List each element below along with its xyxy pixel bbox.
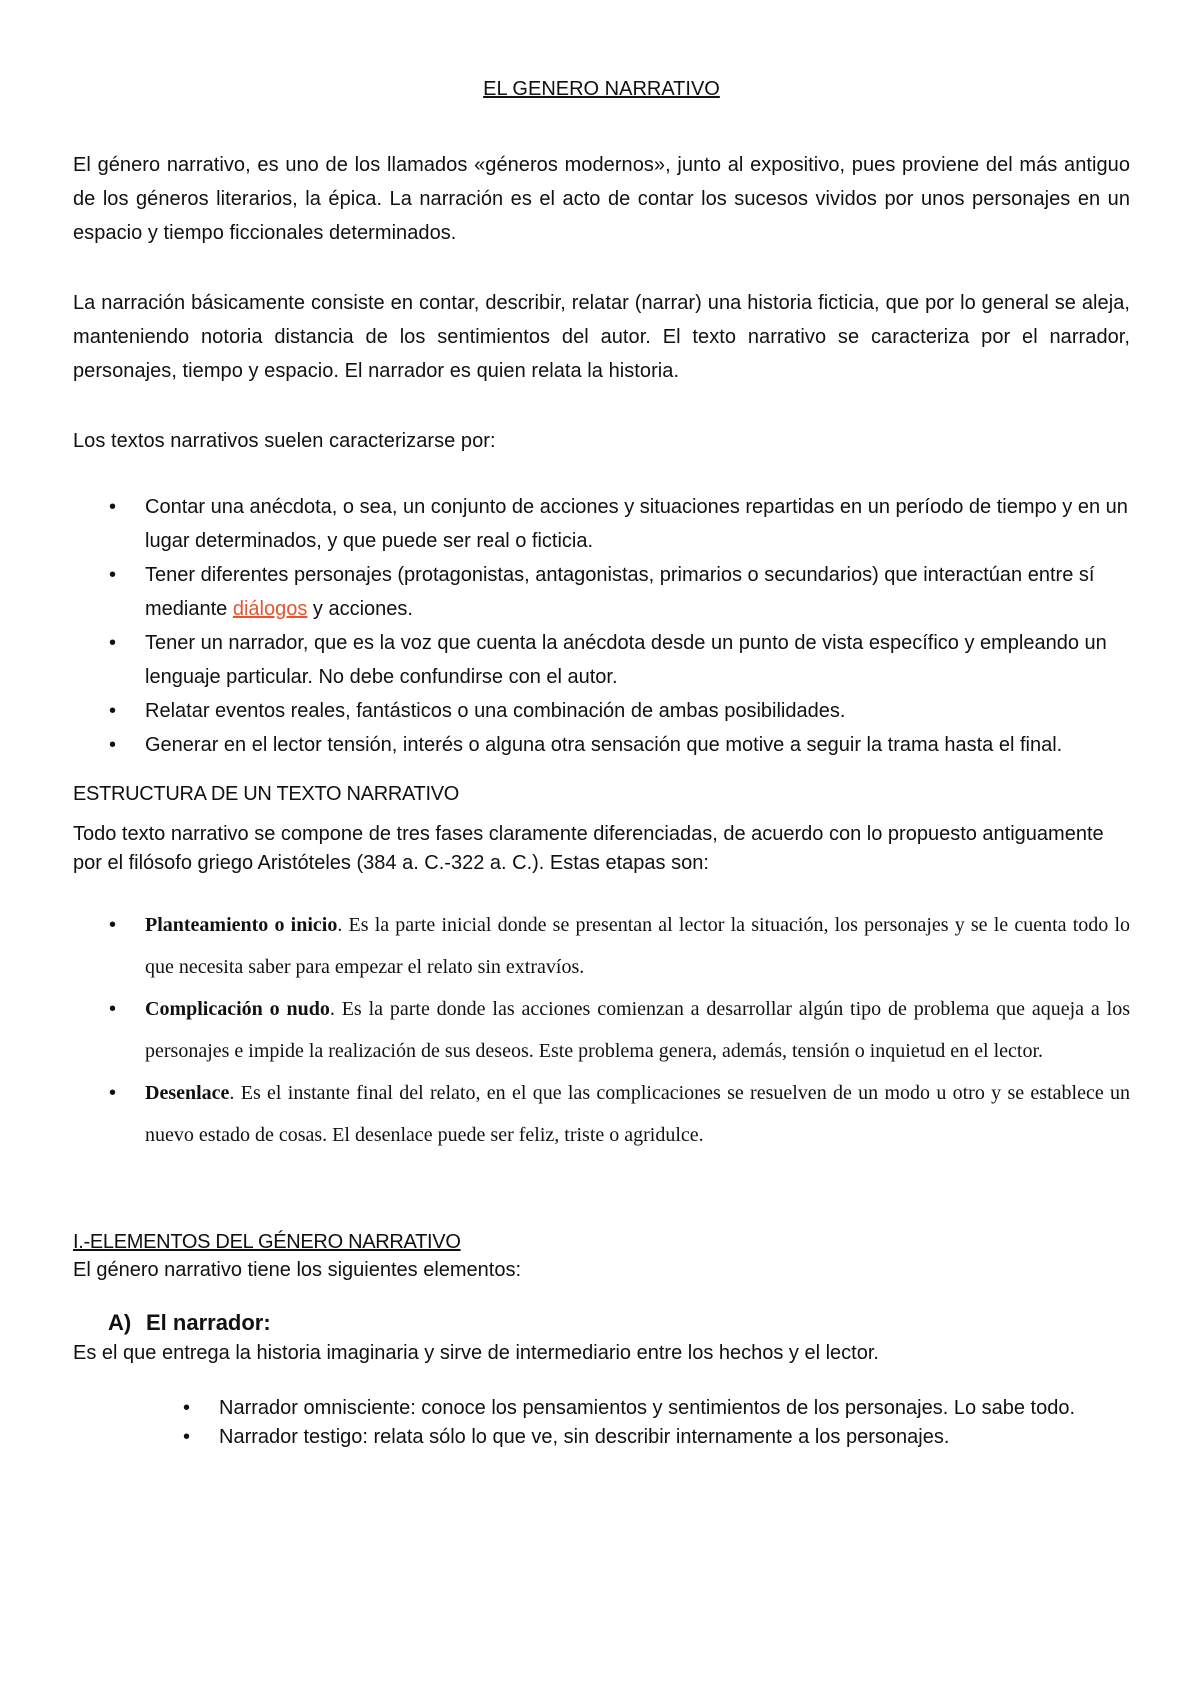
- list-item-text: Tener diferentes personajes (protagonistas, antagonistas, primarios o secundarios) que interactúan entre sí mediante: [145, 564, 1095, 620]
- subheading-title: El narrador:: [146, 1310, 271, 1335]
- structure-heading: ESTRUCTURA DE UN TEXTO NARRATIVO: [73, 783, 460, 805]
- phase-term: Planteamiento o inicio: [145, 914, 338, 936]
- list-item: • Narrador testigo: relata sólo lo que ve, sin describir internamente a los personajes.: [73, 1423, 1130, 1452]
- dialogos-link[interactable]: diálogos: [232, 598, 308, 620]
- narration-paragraph: La narración básicamente consiste en contar, describir, relatar (narrar) una historia ficticia, que por lo general se aleja, manteniendo notoria distancia de los sentimientos del autor. El texto narrativo se caracteriza por el narrador, personajes, tiempo y espacio. El narrador es quien relata la historia.: [73, 292, 1130, 382]
- subheading-letter: A): [108, 1310, 132, 1335]
- list-item: [73, 558, 1130, 626]
- elements-intro: El género narrativo tiene los siguientes elementos:: [73, 1259, 522, 1281]
- list-item: [73, 904, 1130, 988]
- list-item: [73, 988, 1130, 1072]
- list-item-text: y acciones.: [307, 598, 413, 620]
- narrator-description: Es el que entrega la historia imaginaria y sirve de intermediario entre los hechos y el lector.: [73, 1342, 879, 1364]
- document-title: EL GENERO NARRATIVO: [483, 78, 720, 100]
- characteristics-lead: Los textos narrativos suelen caracterizarse por:: [73, 430, 496, 452]
- characteristics-list: [73, 490, 1130, 762]
- phase-text: . Es la parte inicial donde se presentan al lector la situación, los personajes y se le cuenta todo lo que necesita saber para empezar el relato sin extravíos.: [145, 914, 1130, 978]
- phase-term: Desenlace: [145, 1082, 230, 1104]
- list-item: [73, 1072, 1130, 1156]
- narrators-list: [73, 1394, 1130, 1452]
- list-item: • Contar una anécdota, o sea, un conjunto de acciones y situaciones repartidas en un período de tiempo y en un lugar determinados, y que puede ser real o ficticia.: [73, 490, 1130, 558]
- list-item: • Tener un narrador, que es la voz que cuenta la anécdota desde un punto de vista específico y empleando un lenguaje particular. No debe confundirse con el autor.: [73, 626, 1130, 694]
- list-item: • Relatar eventos reales, fantásticos o una combinación de ambas posibilidades.: [73, 694, 1130, 728]
- list-item: • Narrador omnisciente: conoce los pensamientos y sentimientos de los personajes. Lo sabe todo.: [73, 1394, 1130, 1423]
- narrator-subheading: [108, 1307, 1130, 1339]
- phase-term: Complicación o nudo: [145, 998, 330, 1020]
- list-item: • Generar en el lector tensión, interés o alguna otra sensación que motive a seguir la trama hasta el final.: [73, 728, 1130, 762]
- structure-intro: Todo texto narrativo se compone de tres fases claramente diferenciadas, de acuerdo con lo propuesto antiguamente por el filósofo griego Aristóteles (384 a. C.-322 a. C.). Estas etapas son:: [73, 823, 1104, 874]
- phase-text: . Es la parte donde las acciones comienzan a desarrollar algún tipo de problema que aqueja a los personajes e impide la realización de sus deseos. Este problema genera, además, tensión o inquietud en el lector.: [145, 998, 1130, 1062]
- phases-list: [73, 904, 1130, 1156]
- elements-heading: I.-ELEMENTOS DEL GÉNERO NARRATIVO: [73, 1231, 461, 1253]
- phase-text: . Es el instante final del relato, en el que las complicaciones se resuelven de un modo u otro y se establece un nuevo estado de cosas. El desenlace puede ser feliz, triste o agridulce.: [145, 1082, 1130, 1146]
- intro-paragraph: El género narrativo, es uno de los llamados «géneros modernos», junto al expositivo, pues proviene del más antiguo de los géneros literarios, la épica. La narración es el acto de contar los sucesos vividos por unos personajes en un espacio y tiempo ficcionales determinados.: [73, 154, 1130, 244]
